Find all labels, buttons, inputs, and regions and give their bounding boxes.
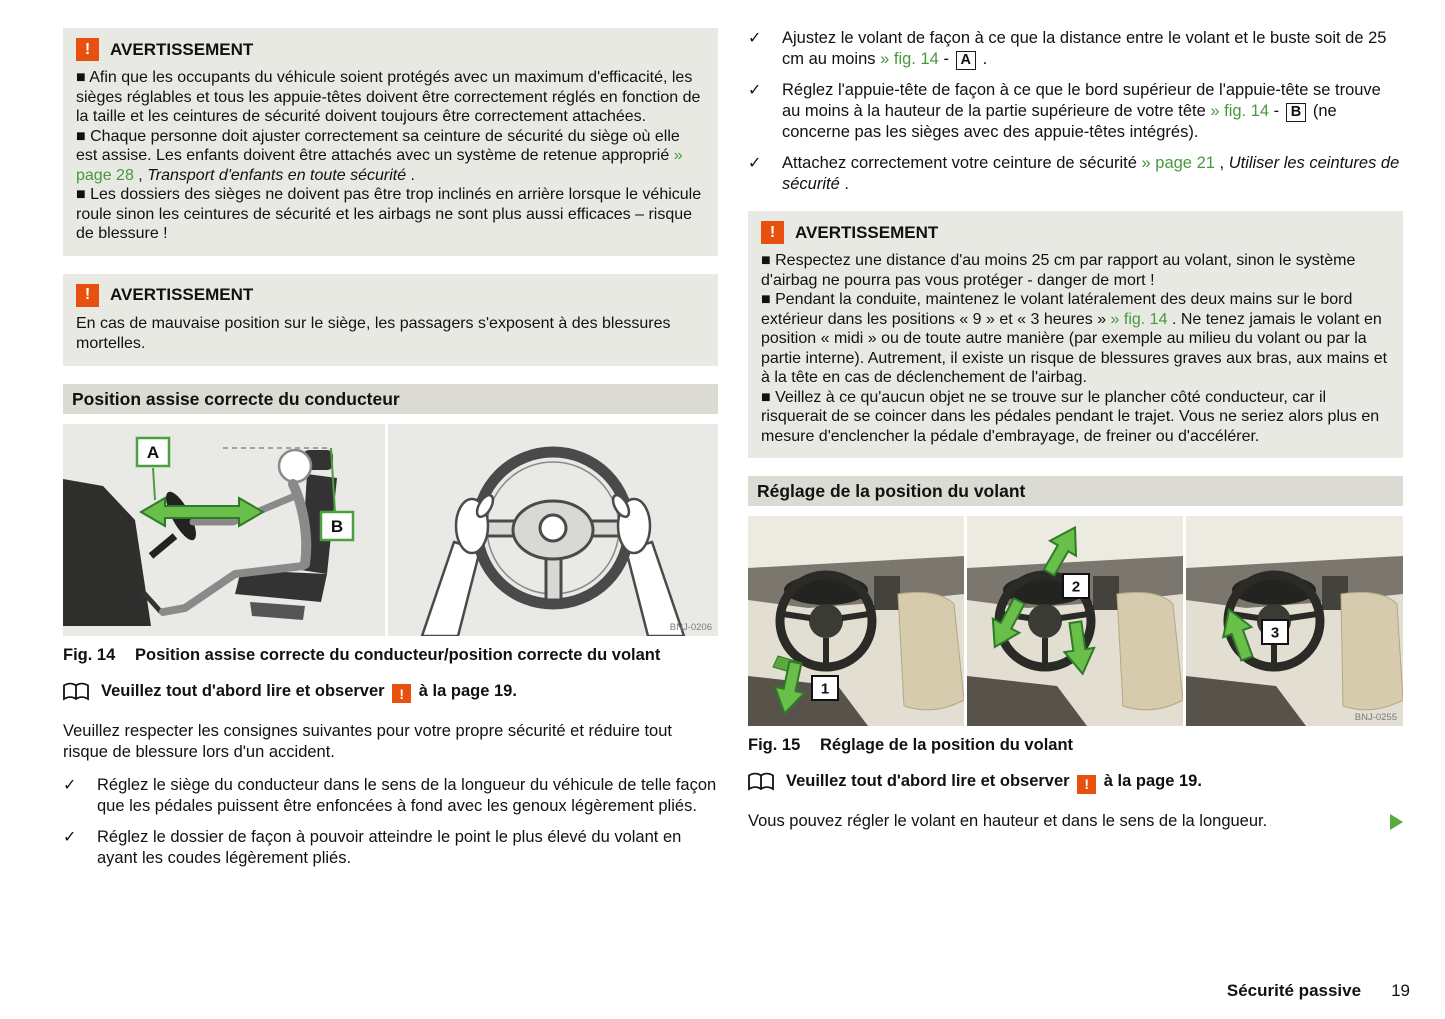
text-segment: ■ Pendant la conduite, maintenez le volant latéralement des deux mains sur le bord extérieur dans les positions « 9 » et « 3 heures » [761, 291, 1353, 328]
seating-position-illustration [63, 424, 385, 636]
step-marker-1 [812, 676, 838, 700]
inline-warning-icon: ! [392, 684, 411, 703]
right-column [748, 28, 1403, 869]
figure-label: Fig. 14 [63, 645, 116, 664]
text-segment: Réglez le siège du conducteur dans le sens de la longueur du véhicule de telle façon que les pédales puissent être enfoncées à fond avec les genoux légèrement pliés. [97, 775, 717, 815]
step-marker-3 [1262, 620, 1288, 644]
text-segment: - [943, 50, 954, 68]
cross-reference-link[interactable]: » page 28 [76, 147, 683, 184]
warning-paragraph [76, 68, 705, 127]
text-segment: Utiliser les ceintures de sécurité [782, 154, 1400, 193]
warning-icon: ! [76, 284, 99, 307]
checklist-text [97, 827, 718, 869]
step-marker-label: 3 [1270, 624, 1280, 642]
text-segment: , [138, 166, 148, 184]
steering-adjust-step-2 [967, 516, 1183, 726]
read-first-note [748, 770, 1403, 797]
text-segment: Transport d'enfants en toute sécurité [147, 166, 407, 184]
text-segment: Attachez correctement votre ceinture de sécurité [782, 154, 1142, 172]
text-segment: à la page 19. [1103, 772, 1202, 790]
checklist-item [748, 28, 1403, 70]
fig15-panel-1 [748, 516, 964, 726]
text-segment: ■ Afin que les occupants du véhicule soient protégés avec un maximum d'efficacité, les sièges réglables et tous les appuie-têtes doivent être correctement réglés en fonction de la taille et les ceintures de sécurité doivent toujours être correctement attachées. [76, 69, 701, 125]
marker-a-label: A [146, 442, 160, 462]
text-segment: - [1273, 102, 1284, 120]
checkmark-icon: ✓ [748, 82, 762, 99]
steering-adjust-step-1 [748, 516, 964, 726]
checklist-item [748, 80, 1403, 143]
cross-reference-link[interactable]: » fig. 14 [1110, 310, 1168, 328]
warning-icon: ! [761, 221, 784, 244]
warning-title: AVERTISSEMENT [110, 39, 254, 59]
warning-box-2 [63, 274, 718, 366]
checklist-text [782, 153, 1403, 195]
figure-caption-text: Réglage de la position du volant [820, 736, 1074, 754]
warning-header [76, 38, 705, 61]
checklist-text [782, 80, 1403, 143]
read-first-note [63, 680, 718, 707]
book-icon [63, 680, 89, 707]
closing-text: Vous pouvez régler le volant en hauteur et dans le sens de la longueur. [748, 812, 1268, 830]
steering-adjust-step-3 [1186, 516, 1403, 726]
footer-section-title: Sécurité passive [1226, 981, 1362, 1000]
brand-logo-icon [540, 515, 566, 541]
image-code: BNJ-0255 [1354, 712, 1397, 723]
text-segment: B [1286, 103, 1306, 122]
steering-wheel-hands-illustration [388, 424, 718, 636]
read-first-text [101, 680, 517, 704]
text-segment: A [956, 51, 976, 70]
left-column [63, 28, 718, 869]
figure-caption-text: Position assise correcte du conducteur/position correcte du volant [135, 645, 661, 664]
warning-paragraph [76, 185, 705, 244]
text-segment: Ajustez le volant de façon à ce que la distance entre le volant et le buste soit de 25 cm au moins [782, 29, 1387, 68]
text-segment: . [982, 50, 988, 68]
warning-title: AVERTISSEMENT [110, 285, 254, 304]
figure-14 [63, 424, 718, 636]
figure-15 [748, 516, 1403, 726]
figure-15-caption [748, 734, 1403, 756]
warning-paragraph [76, 127, 705, 186]
step-marker-label: 1 [820, 680, 830, 698]
page-footer [1227, 981, 1410, 1001]
checklist-item [748, 153, 1403, 195]
checkmark-icon: ✓ [748, 30, 762, 47]
read-first-text [786, 770, 1202, 794]
fig14-steering-wheel-diagram [388, 424, 718, 636]
text-segment: ■ Veillez à ce qu'aucun objet ne se trouve sur le plancher côté conducteur, car il risquerait de se coincer dans les pédales pendant le trajet. Vous ne seriez alors plus en mesure d'enclencher la pédale d'embrayage, de freiner ou d'accélérer. [761, 388, 1380, 445]
checklist-text [782, 28, 1403, 70]
warning-header [761, 221, 1390, 244]
warning-paragraph: En cas de mauvaise position sur le siège, les passagers s'exposent à des blessures mortelles. [76, 314, 671, 352]
checklist-item [63, 775, 718, 817]
warning-paragraph [761, 251, 1390, 290]
cross-reference-link[interactable]: » fig. 14 [1210, 102, 1270, 120]
checkmark-icon: ✓ [63, 776, 77, 794]
inline-warning-icon: ! [1077, 775, 1096, 794]
checkmark-icon: ✓ [748, 155, 762, 172]
closing-line [748, 811, 1403, 832]
marker-b-label: B [330, 516, 344, 536]
text-segment: à la page 19. [418, 681, 517, 700]
warning-icon: ! [76, 38, 99, 61]
text-segment: Réglez le dossier de façon à pouvoir atteindre le point le plus élevé du volant en ayant les coudes légèrement pliés. [97, 827, 682, 867]
fig14-seating-diagram [63, 424, 385, 636]
text-segment: . [410, 166, 415, 184]
text-segment: . Ne tenez jamais le volant en position « midi » ou de toute autre manière (par exemple au milieu du volant ou par la partie interne). Autrement, il existe un risque de blessures graves aux bras, aux mains et à la tête en cas de déclenchement de l'airbag. [761, 310, 1388, 386]
section-header-steering-adjustment: Réglage de la position du volant [748, 476, 1403, 506]
cross-reference-link[interactable]: » fig. 14 [880, 50, 939, 68]
warning-title: AVERTISSEMENT [795, 222, 939, 242]
footer-page-number: 19 [1391, 981, 1410, 1000]
intro-paragraph: Veuillez respecter les consignes suivantes pour votre propre sécurité et réduire tout risque de blessure lors d'un accident. [63, 721, 672, 761]
warning-paragraph [761, 290, 1390, 388]
fig15-panel-3 [1186, 516, 1403, 726]
text-segment: , [1219, 154, 1229, 172]
warning-paragraph [761, 388, 1390, 447]
step-marker-2 [1063, 574, 1089, 598]
text-segment: ■ Chaque personne doit ajuster correctement sa ceinture de sécurité du siège où elle est assise. Les enfants doivent être attachés avec un système de retenue approprié [76, 127, 680, 164]
text-segment: Veuillez tout d'abord lire et observer [101, 681, 385, 700]
text-segment: . [844, 175, 849, 193]
image-code: BNJ-0206 [669, 621, 712, 633]
checklist-item [63, 827, 718, 869]
figure-label: Fig. 15 [748, 736, 801, 754]
checklist-text [97, 775, 718, 817]
section-header-seating-position: Position assise correcte du conducteur [63, 384, 718, 414]
figure-14-caption [63, 644, 718, 666]
cross-reference-link[interactable]: » page 21 [1141, 154, 1215, 172]
checkmark-icon: ✓ [63, 828, 77, 846]
text-segment: (ne concerne pas les sièges avec des appuie-têtes intégrés). [782, 102, 1337, 141]
text-segment: ■ Respectez une distance d'au moins 25 cm par rapport au volant, sinon le système d'airbag ne pourra pas vous protéger - danger de mort ! [761, 252, 1356, 289]
continuation-arrow-icon [1390, 814, 1403, 830]
fig15-panel-2 [967, 516, 1183, 726]
text-segment: Veuillez tout d'abord lire et observer [786, 772, 1070, 790]
book-icon [748, 770, 774, 797]
text-segment: Réglez l'appuie-tête de façon à ce que le bord supérieur de l'appuie-tête se trouve au moins à la hauteur de la partie supérieure de votre tête [782, 81, 1381, 120]
warning-header [76, 284, 705, 307]
step-marker-label: 2 [1071, 578, 1081, 596]
warning-box-3 [748, 211, 1403, 458]
warning-box-1 [63, 28, 718, 256]
text-segment: ■ Les dossiers des sièges ne doivent pas être trop inclinés en arrière lorsque le véhicule roule sinon les ceintures de sécurité et les airbags ne sont plus aussi efficaces – risque de blessure ! [76, 186, 702, 242]
